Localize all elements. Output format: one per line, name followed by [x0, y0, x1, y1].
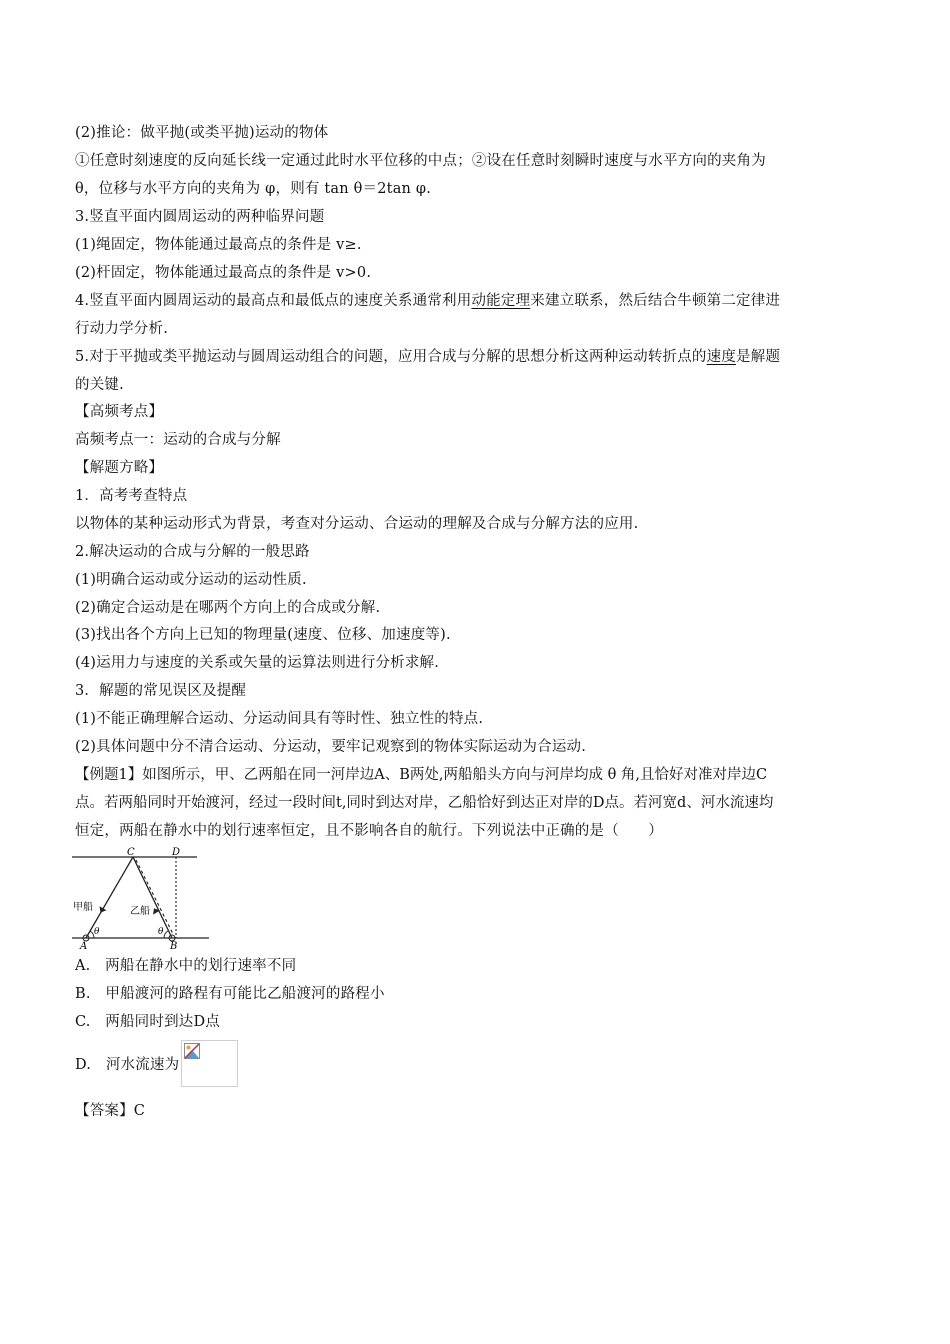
- label-b: B: [170, 941, 178, 950]
- underlined-term: 速度: [706, 349, 737, 365]
- boat-b-heading: [133, 857, 172, 938]
- angle-arc-b: [164, 931, 168, 938]
- section-heading: 【解题方略】: [75, 460, 164, 476]
- text-line: 2.解决运动的合成与分解的一般思路: [75, 544, 310, 560]
- text-line: 恒定，两船在静水中的划行速率恒定，且不影响各自的航行。下列说法中正确的是（ ）: [75, 823, 663, 839]
- text-line: (2)具体问题中分不清合运动、分运动，要牢记观察到的物体实际运动为合运动.: [75, 739, 587, 755]
- text-line: 行动力学分析.: [75, 321, 169, 337]
- section-heading: 3.竖直平面内圆周运动的两种临界问题: [75, 209, 325, 225]
- text-line: (4)运用力与速度的关系或矢量的运算法则进行分析求解.: [75, 655, 440, 671]
- example-question: 【例题1】如图所示，甲、乙两船在同一河岸边A、B两处,两船船头方向与河岸均成 θ 角,且恰好对准对岸边C: [75, 767, 768, 783]
- label-theta-left: θ: [94, 927, 100, 937]
- text-line: ①任意时刻速度的反向延长线一定通过此时水平位移的中点；②设在任意时刻瞬时速度与水平方向的夹角为: [75, 153, 766, 169]
- text-segment: 是解题: [736, 349, 781, 365]
- option-c: C. 两船同时到达D点: [75, 1014, 221, 1030]
- label-a: A: [80, 941, 88, 950]
- text-line: (2)确定合运动是在哪两个方向上的合成或分解.: [75, 600, 381, 616]
- text-segment: 5.对于平抛或类平抛运动与圆周运动组合的问题，应用合成与分解的思想分析这两种运动转折点的: [75, 349, 707, 365]
- text-line: 以物体的某种运动形式为背景，考查对分运动、合运动的理解及合成与分解方法的应用.: [75, 516, 639, 532]
- label-theta-right: θ: [158, 927, 164, 937]
- text-line: [75, 347, 780, 367]
- text-line: 点。若两船同时开始渡河，经过一段时间t,同时到达对岸，乙船恰好到达正对岸的D点。若河宽d、河水流速均: [75, 795, 774, 811]
- text-line: (2)杆固定，物体能通过最高点的条件是 v>0.: [75, 265, 372, 281]
- option-d: D. 河水流速为: [75, 1057, 180, 1073]
- text-segment: 来建立联系，然后结合牛顿第二定律进: [530, 293, 781, 309]
- label-d: D: [172, 847, 181, 858]
- river-crossing-diagram: [72, 846, 212, 950]
- label-jia-boat: 甲船: [73, 902, 93, 913]
- diagonal-dashed: [136, 860, 173, 934]
- text-line: (2)推论：做平抛(或类平抛)运动的物体: [75, 125, 329, 141]
- boat-a-path: [86, 857, 133, 938]
- text-line: (1)不能正确理解合运动、分运动间具有等时性、独立性的特点.: [75, 711, 484, 727]
- text-line: (1)绳固定，物体能通过最高点的条件是 v≥.: [75, 237, 362, 253]
- option-b: B. 甲船渡河的路程有可能比乙船渡河的路程小: [75, 986, 385, 1002]
- text-segment: 4.竖直平面内圆周运动的最高点和最低点的速度关系通常利用: [75, 293, 472, 309]
- text-line: (3)找出各个方向上已知的物理量(速度、位移、加速度等).: [75, 627, 451, 643]
- text-line: [75, 291, 780, 311]
- label-yi-boat: 乙船: [130, 906, 150, 917]
- label-c: C: [127, 847, 135, 858]
- option-a: A. 两船在静水中的划行速率不同: [75, 958, 297, 974]
- text-line: (1)明确合运动或分运动的运动性质.: [75, 572, 307, 588]
- text-line: 高频考点一：运动的合成与分解: [75, 432, 281, 448]
- text-line: 3．解题的常见误区及提醒: [75, 683, 247, 699]
- broken-image-icon: [184, 1043, 200, 1059]
- text-line: 的关键.: [75, 377, 124, 393]
- text-line: θ，位移与水平方向的夹角为 φ，则有 tan θ＝2tan φ.: [75, 181, 432, 197]
- answer-line: 【答案】C: [75, 1103, 146, 1119]
- text-line: 1．高考考查特点: [75, 488, 188, 504]
- arrow-b: [151, 906, 160, 914]
- underlined-term: 动能定理: [471, 293, 531, 309]
- missing-formula-image: [181, 1040, 238, 1087]
- section-heading: 【高频考点】: [75, 404, 164, 420]
- arrow-a: [97, 906, 106, 914]
